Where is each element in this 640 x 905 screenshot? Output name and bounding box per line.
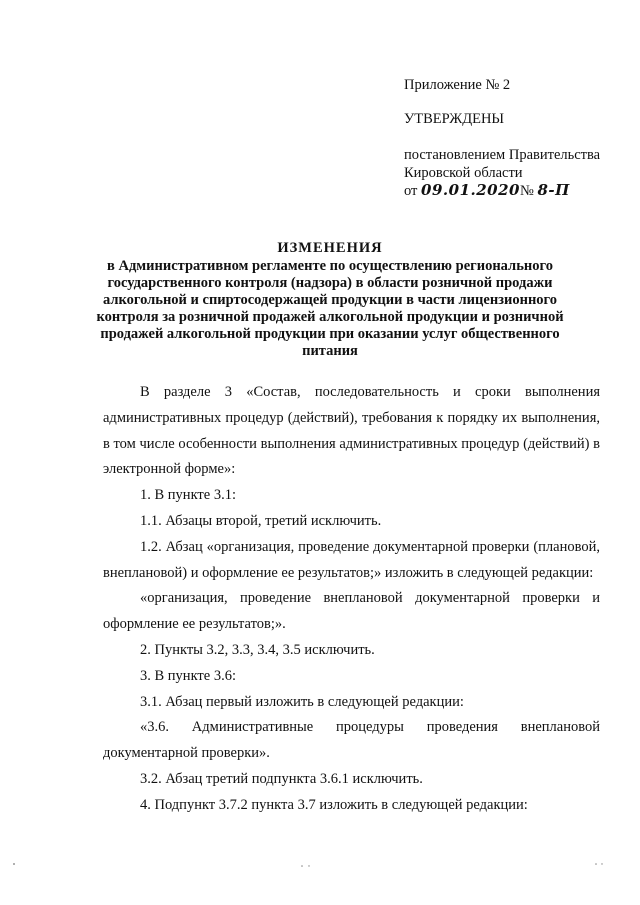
- paragraph-item-3-2: 3.2. Абзац третий подпункта 3.6.1 исключить.: [140, 770, 423, 787]
- scan-speck: [308, 865, 309, 866]
- appendix-label: Приложение № 2: [404, 77, 511, 93]
- scan-speck: [595, 863, 597, 865]
- document-body: [103, 380, 600, 819]
- paragraph-item-1: 1. В пункте 3.1:: [140, 487, 236, 504]
- paragraph-item-3: 3. В пункте 3.6:: [140, 667, 236, 684]
- scan-speck: [13, 863, 15, 865]
- paragraph-quote-2: «3.6. Административные процедуры проведения внеплановой документарной проверки».: [103, 719, 600, 762]
- paragraph-item-2: 2. Пункты 3.2, 3.3, 3.4, 3.5 исключить.: [140, 641, 375, 658]
- title-main: ИЗМЕНЕНИЯ: [277, 240, 383, 256]
- document-title: [90, 240, 570, 360]
- paragraph-item-1-1: 1.1. Абзацы второй, третий исключить.: [140, 512, 382, 529]
- decree-line: постановлением Правительства: [404, 147, 601, 163]
- paragraph-item-4: 4. Подпункт 3.7.2 пункта 3.7 изложить в следующей редакции:: [140, 796, 528, 813]
- number-prefix: №: [519, 183, 534, 199]
- paragraph-item-1-2: 1.2. Абзац «организация, проведение документарной проверки (плановой, внеплановой) и оформление ее результатов;» изложить в следующей редакции:: [103, 538, 600, 581]
- paragraph-section-3: В разделе 3 «Состав, последовательность и сроки выполнения административных процедур (действий), требования к порядку их выполнения, в том числе особенности выполнения административных процедур (действий) в электронной форме»:: [103, 384, 600, 478]
- date-number-line: [404, 181, 570, 200]
- handwritten-number: 8-П: [537, 181, 570, 199]
- handwritten-date: 09.01.2020: [421, 181, 520, 199]
- paragraph-quote-1: «организация, проведение внеплановой документарной проверки и оформление ее результатов;».: [103, 590, 600, 633]
- date-prefix: от: [404, 183, 418, 199]
- paragraph-item-3-1: 3.1. Абзац первый изложить в следующей редакции:: [140, 693, 464, 710]
- approved-label: УТВЕРЖДЕНЫ: [404, 111, 505, 127]
- scan-speck: [601, 863, 602, 864]
- region-line: Кировской области: [404, 165, 523, 181]
- title-subtitle: в Административном регламенте по осуществлению регионального государственного контроля (надзора) в области розничной продажи алкогольной и спиртосодержащей продукции в части лицензионного контроля за розничной продажей алкогольной продукции и розничной продажей алкогольной продукции при оказании услуг общественного питания: [96, 258, 564, 359]
- scan-speck: [301, 865, 303, 867]
